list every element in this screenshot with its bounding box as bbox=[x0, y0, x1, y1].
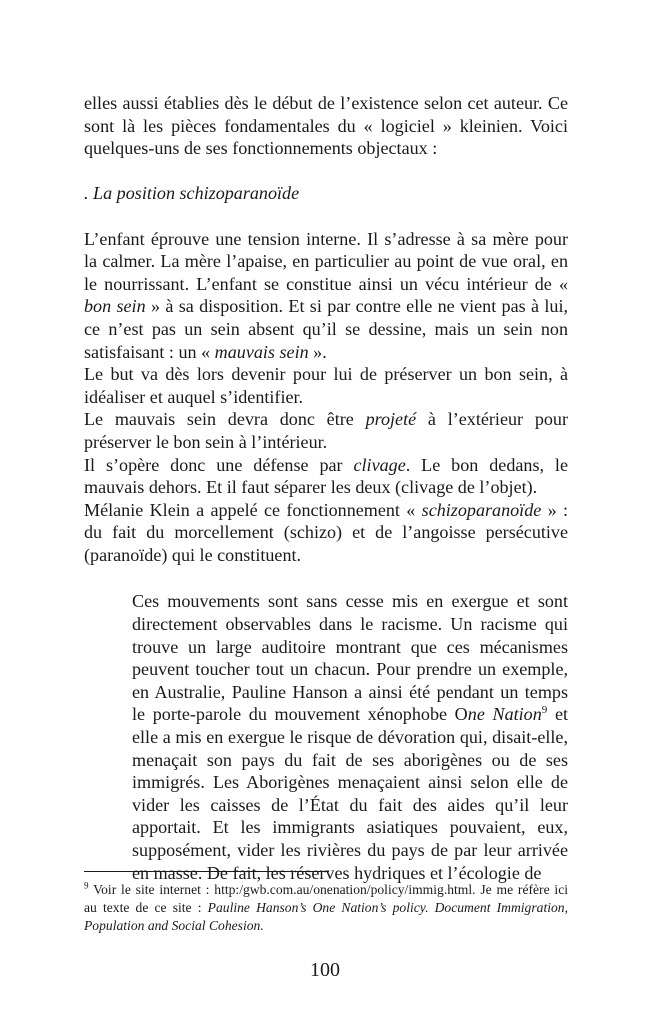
paragraph-klein bbox=[84, 499, 568, 567]
paragraph-projete bbox=[84, 408, 568, 453]
paragraph-but: Le but va dès lors devenir pour lui de préserver un bon sein, à idéaliser et auquel s’identifier. bbox=[84, 364, 568, 407]
p1-text-a: L’enfant éprouve une tension interne. Il s’adresse à sa mère pour la calmer. La mère l’apaise, en particulier au point de vue oral, en le nourrissant. L’enfant se constitue ainsi un vécu intérieur de « bbox=[84, 228, 568, 294]
p1-text-c: » à sa disposition. Et si par contre elle ne vient pas à lui, ce n’est pas un sein absent qu’il se dessine, mais un sein non satisfaisant : un « bbox=[84, 296, 568, 362]
p3-text-c: à l’extérieur pour préserver le bon sein à l’intérieur. bbox=[84, 409, 568, 452]
p4-text-a: Il s’opère donc une défense par bbox=[84, 454, 354, 475]
intro-paragraph: elles aussi établies dès le début de l’existence selon cet auteur. Ce sont là les pièces fondamentales du « logiciel » kleinien. Voici quelques-uns de ses fonctionnements objectaux : bbox=[84, 93, 568, 159]
p5-text-c: » : du fait du morcellement (schizo) et de l’angoisse persécutive (paranoïde) qui le constituent. bbox=[84, 499, 568, 565]
p1-bon-sein: bon sein bbox=[84, 296, 146, 317]
quote-text-c: et elle a mis en exergue le risque de dévoration qui, disait-elle, menaçait son pays du fait de ses aborigènes ou de ses immigrés. Les Aborigènes menaçaient ainsi selon elle de vider les caisses de l’État du fait des aides qu’il leur apportait. Et les immigrants asiatiques pouvaient, eux, supposément, vider les rivières du pays de par leur arrivée en masse. De fait, les réserves hydriques et l’écologie de bbox=[132, 704, 569, 883]
footnote-divider bbox=[84, 871, 329, 872]
quote-one-nation: ne Nation bbox=[467, 704, 542, 725]
p3-text-a: Le mauvais sein devra donc être bbox=[84, 409, 366, 430]
p5-text-a: Mélanie Klein a appelé ce fonctionnement « bbox=[84, 499, 422, 520]
p1-text-e: ». bbox=[308, 341, 327, 362]
page-body bbox=[84, 92, 568, 884]
p4-text-c: . Le bon dedans, le mauvais dehors. Et il faut séparer les deux (clivage de l’objet). bbox=[84, 454, 568, 498]
footnote bbox=[84, 881, 568, 935]
page-number: 100 bbox=[310, 959, 340, 981]
p3-projete: projeté bbox=[365, 409, 417, 430]
paragraph-tension bbox=[84, 228, 568, 364]
p4-clivage: clivage bbox=[353, 454, 406, 475]
block-quote bbox=[132, 590, 568, 884]
footnote-text: Voir le site internet : http:/gwb.com.au/onenation/policy/immig.html. Je me réfère ici au texte de ce site : bbox=[84, 882, 568, 915]
quote-text-a: Ces mouvements sont sans cesse mis en exergue et sont directement observables dans le racisme. Un racisme qui trouve un large auditoire montrant que ces mécanismes peuvent toucher tout un chacun. Pour prendre un exemple, en Australie, Pauline Hanson a ainsi été pendant un temps le porte-parole du mouvement xénophobe O bbox=[132, 591, 568, 725]
p5-schizoparanoide: schizoparanoïde bbox=[421, 499, 542, 520]
footnote-title: Pauline Hanson’s One Nation’s policy. Document Immigration, Population and Social Cohesion. bbox=[84, 900, 568, 933]
paragraph-clivage bbox=[84, 454, 568, 499]
p1-mauvais-sein: mauvais sein bbox=[214, 341, 309, 362]
section-heading: . La position schizoparanoïde bbox=[84, 183, 300, 204]
footnote-reference[interactable]: 9 bbox=[541, 704, 548, 717]
footnote-number: 9 bbox=[84, 880, 89, 891]
